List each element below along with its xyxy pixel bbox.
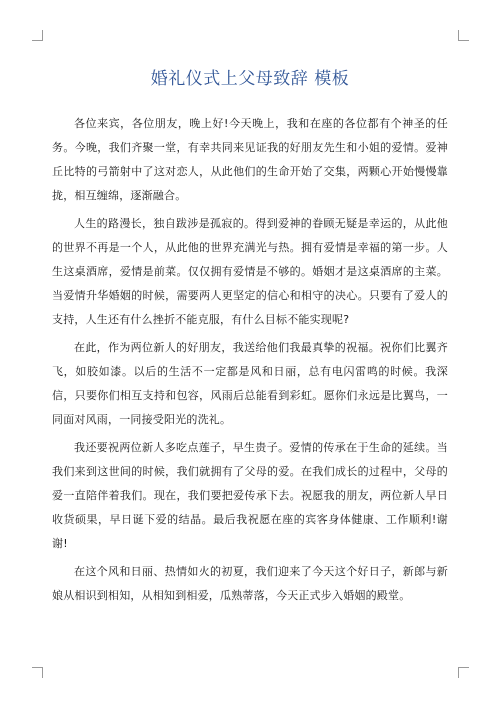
corner-mark-top-right	[458, 30, 469, 41]
corner-mark-bottom-left	[32, 667, 43, 678]
paragraph: 人生的路漫长，独自跋涉是孤寂的。得到爱神的眷顾无疑是幸运的，从此他的世界不再是一个人，从此他的世界充满光与热。拥有爱情是幸福的第一步。人生这桌酒席，爱情是前菜。仅仅拥有爱情是不够的。婚姻才是这桌酒席的主菜。当爱情升华婚姻的时候，需要两人更坚定的信心和相守的决心。只要有了爱人的支持，人生还有什么挫折不能克服，有什么目标不能实现呢?	[52, 217, 448, 326]
document-body	[52, 112, 448, 612]
paragraph: 我还要祝两位新人多吃点莲子，早生贵子。爱情的传承在于生命的延续。当我们来到这世间的时候，我们就拥有了父母的爱。在我们成长的过程中，父母的爱一直陪伴着我们。现在，我们要把爱传承下去。祝愿我的朋友，两位新人早日收货硕果，早日诞下爱的结晶。最后我祝愿在座的宾客身体健康、工作顺利!谢谢!	[52, 441, 448, 550]
paragraph: 在此，作为两位新人的好朋友，我送给他们我最真挚的祝福。祝你们比翼齐飞，如胶如漆。以后的生活不一定都是风和日丽，总有电闪雷鸣的时候。我深信，只要你们相互支持和包容，风雨后总能看到彩虹。愿你们永远是比翼鸟，一同面对风雨，一同接受阳光的洗礼。	[52, 341, 448, 426]
paragraph: 各位来宾，各位朋友，晚上好!今天晚上，我和在座的各位都有个神圣的任务。今晚，我们齐聚一堂，有幸共同来见证我的好朋友先生和小姐的爱情。爱神丘比特的弓箭射中了这对恋人，从此他们的生命开始了交集，两颗心开始慢慢靠拢，相互缠绵，逐渐融合。	[52, 117, 448, 202]
document-title: 婚礼仪式上父母致辞 模板	[150, 69, 350, 89]
paragraph: 在这个风和日丽、热情如火的初夏，我们迎来了今天这个好日子，新郎与新娘从相识到相知，从相知到相爱，瓜熟蒂落，今天正式步入婚姻的殿堂。	[52, 565, 448, 602]
corner-mark-bottom-right	[458, 667, 469, 678]
corner-mark-top-left	[32, 30, 43, 41]
